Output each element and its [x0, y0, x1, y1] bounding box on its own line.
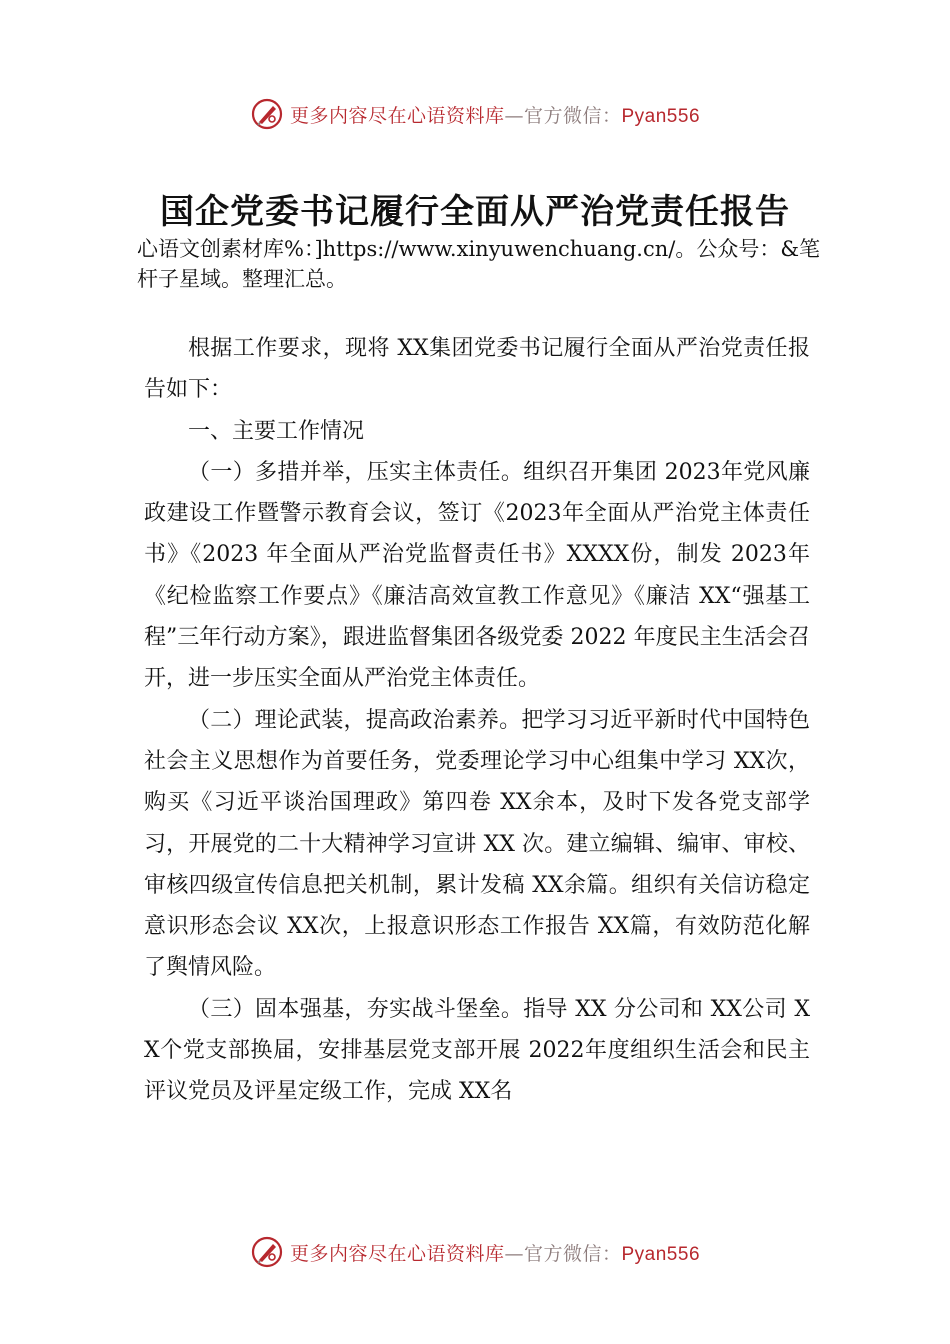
section-heading: 一、主要工作情况: [188, 418, 365, 444]
header-banner: [0, 92, 950, 136]
document-body: [144, 328, 810, 1113]
document-title: 国企党委书记履行全面从严治党责任报告: [160, 192, 790, 232]
header-banner-text: 更多内容尽在心语资料库—官方微信：Pyan556: [289, 104, 701, 127]
footer-banner-text: 更多内容尽在心语资料库—官方微信：Pyan556: [289, 1242, 701, 1265]
paragraph-intro: 根据工作要求，现将 XX集团党委书记履行全面从严治党责任报告如下：: [144, 336, 810, 403]
pen-seal-logo-icon: [250, 1235, 284, 1269]
footer-banner: [0, 1230, 950, 1274]
paragraph-item-2: （二）理论武装，提高政治素养。把学习习近平新时代中国特色社会主义思想作为首要任务，党委理论学习中心组集中学习 XX次，购买《习近平谈治国理政》第四卷 XX余本，及时下发各党支部学习，开展党的二十大精神学习宣讲 XX 次。建立编辑、编审、审校、审核四级宣传信息把关机制，累计发稿 XX余篇。组织有关信访稳定意识形态会议 XX次，上报意识形态工作报告 XX篇，有效防范化解了舆情风险。: [144, 707, 810, 981]
source-note: 心语文创素材库%：]https://www.xinyuwenchuang.cn/。公众号：&笔杆子星域。整理汇总。: [137, 237, 821, 291]
pen-seal-logo-icon: [250, 97, 284, 131]
paragraph-item-3: （三）固本强基，夯实战斗堡垒。指导 XX 分公司和 XX公司 XX个党支部换届，安排基层党支部开展 2022年度组织生活会和民主评议党员及评星定级工作，完成 XX名: [144, 996, 810, 1105]
paragraph-item-1: （一）多措并举，压实主体责任。组织召开集团 2023年党风廉政建设工作暨警示教育会议，签订《2023年全面从严治党主体责任书》《2023 年全面从严治党监督责任书》XXXX份，制发 2023年《纪检监察工作要点》《廉洁高效宣教工作意见》《廉洁 XX“强基工程”三年行动方案》，跟进监督集团各级党委 2022 年度民主生活会召开，进一步压实全面从严治党主体责任。: [144, 459, 810, 692]
